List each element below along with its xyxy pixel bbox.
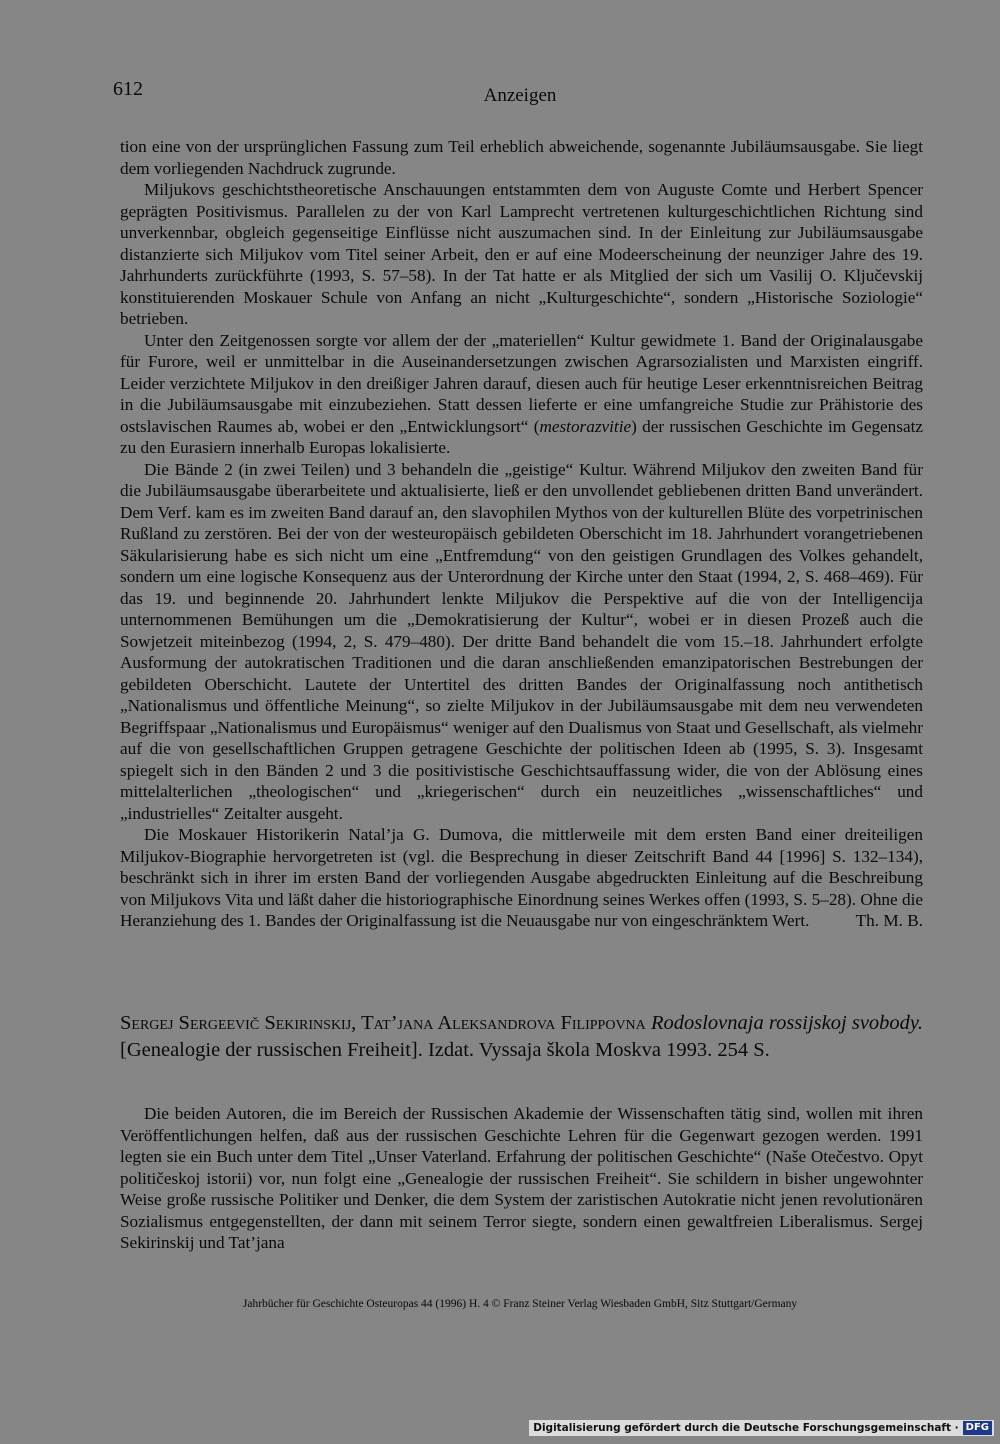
review-paragraph: Die Bände 2 (in zwei Teilen) und 3 behandeln die „geistige“ Kultur. Während Miljukov den zweiten Band für die Jubiläumsausgabe überarbeitete und aktualisierte, ließ er den unvollendet gebliebenen dritten Band unverändert. Dem Verf. kam es im zweiten Band darauf an, den slavophilen Mythos von der kulturellen Blüte des vorpetrinischen Rußland zu zerstören. Bei der von der westeuropäisch gebildeten Oberschicht im 18. Jahrhundert vorangetriebenen Säkularisierung habe es sich nicht um eine „Entfremdung“ von den geistigen Grundlagen des Volkes gehandelt, sondern um eine logische Konsequenz aus der Unterordnung der Kirche unter den Staat (1994, 2, S. 468–469). Für das 19. und beginnende 20. Jahrhundert lenkte Miljukov die Perspektive auf die von der Intelligencija unternommenen Bemühungen um die „Demokratisierung der Kultur“, wobei er in diesen Prozeß auch die Sowjetzeit miteinbezog (1994, 2, S. 479–480). Der dritte Band behandelt die vom 15.–18. Jahrhundert erfolgte Ausformung der autokratischen Traditionen und die daran anschließenden emanzipatorischen Bestrebungen der gebildeten Oberschicht. Lautete der Untertitel des dritten Bandes der Originalfassung noch antithetisch „Nationalismus und öffentliche Meinung“, so zielte Miljukov in der Jubiläumsausgabe mit dem neu verwendeten Begriffspaar „Nationalismus und Europäismus“ weniger auf den Dualismus von Staat und Gesellschaft, als vielmehr auf die von gesellschaftlichen Gruppen getragene Geschichte der politischen Ideen ab (1995, S. 3). Insgesamt spiegelt sich in den Bänden 2 und 3 die positivistische Geschichtsauffassung wider, die von der Ablösung eines mittelalterlichen „theologischen“ und „kriegerischen“ durch ein neuzeitliches „wissenschaftliches“ und „industrielles“ Zeitalter ausgeht. [120,459,923,823]
italic-term: mestorazvitie [539,416,632,436]
review-paragraph: Die beiden Autoren, die im Bereich der Russischen Akademie der Wissenschaften tätig sind, wollen mit ihren Veröffentlichungen helfen, daß aus der russischen Geschichte Lehren für die Gegenwart gezogen werden. 1991 legten sie ein Buch unter dem Titel „Unser Vaterland. Erfahrung der politischen Geschichte“ (Naše Otečestvo. Opyt političeskoj istorii) vor, nun folgt eine „Genealogie der russischen Freiheit“. Sie schildern in bisher ungewohnter Weise große russische Politiker und Denker, die dem System der zaristischen Autokratie nicht jenen revolutionären Sozialismus entgegenstellten, der dann mit seinem Terror siegte, sondern einen gewaltfreien Liberalismus. Sergej Sekirinskij und Tat’jana [120,1104,923,1252]
dfg-banner [529,1420,994,1436]
dfg-banner-text: Digitalisierung gefördert durch die Deutsche Forschungsgemeinschaft · [533,1422,959,1434]
book-authors: Sergej Sergeevič Sekirinskij, Tat’jana Aleksandrova Filippovna [120,1012,646,1034]
text-run: Unter den Zeitgenossen sorgte vor allem der der „materiellen“ Kultur gewidmete 1. Band der Originalausgabe für Furore, weil er unmittelbar in die Auseinandersetzungen zwischen Agrarsozialisten und Marxisten eingriff. Leider verzichtete Miljukov in den dreißiger Jahren darauf, diesen auch für heutige Leser erkenntnisreichen Beitrag in die Jubiläumsausgabe mit einzubeziehen. Statt dessen lieferte er eine umfangreiche Studie zur Prähistorie des ostslavischen Raumes ab, wobei er den „Entwicklungsort“ ( [120,330,923,436]
journal-footer: Jahrbücher für Geschichte Osteuropas 44 (1996) H. 4 © Franz Steiner Verlag Wiesbaden GmbH, Sitz Stuttgart/Germany [242,1298,798,1310]
reviewer-signature: Th. M. B. [855,911,923,930]
running-head: Anzeigen [483,85,557,106]
text-run: Die Moskauer Historikerin Natal’ja G. Dumova, die mittlerweile mit dem ersten Band einer dreiteiligen Miljukov-Biographie hervorgetreten ist (vgl. die Besprechung in dieser Zeitschrift Band 44 [1996] S. 132–134), beschränkt sich in ihrer im ersten Band der vorliegenden Ausgabe abgedruckten Einleitung auf die Beschreibung von Miljukovs Vita und läßt daher die historiographische Einordnung seines Werkes offen (1993, S. 5–28). Ohne die Heranziehung des 1. Bandes der Originalfassung ist die Neuausgabe nur von eingeschränktem Wert. [120,825,923,930]
page-number: 612 [113,78,143,100]
review-paragraph: Miljukovs geschichtstheoretische Anschauungen entstammten dem von Auguste Comte und Herbert Spencer geprägten Positivismus. Parallelen zu der von Karl Lamprecht vertretenen kulturgeschichtlichen Richtung sind unverkennbar, obgleich gegenseitige Einflüsse nicht auszumachen sind. In der Einleitung zur Jubiläumsausgabe distanzierte sich Miljukov vom Titel seiner Arbeit, den er auf eine Modeerscheinung der neunziger Jahre des 19. Jahrhunderts zurückführte (1993, S. 57–58). In der Tat hatte er als Mitglied der sich um Vasilij O. Ključevskij konstituierenden Moskauer Schule von Anfang an nicht „Kulturgeschichte“, sondern „Historische Soziologie“ betrieben. [120,180,923,328]
review-paragraph [120,330,923,459]
dfg-logo: DFG [963,1421,992,1435]
review-paragraph [120,824,923,932]
book-details: [Genealogie der russischen Freiheit]. Izdat. Vyssaja škola Moskva 1993. 254 S. [120,1039,770,1061]
review-miljukov [120,136,923,932]
bibliographic-heading [120,1010,923,1064]
text-run: ) der russischen Geschichte im Gegensatz zu den Eurasiern innerhalb Europas lokalisierte. [120,416,923,457]
book-title: Rodoslovnaja rossijskoj svobody. [650,1012,924,1034]
review-paragraph: tion eine von der ursprünglichen Fassung zum Teil erheblich abweichende, sogenannte Jubiläumsausgabe. Sie liegt dem vorliegenden Nachdruck zugrunde. [120,137,923,178]
review-sekirinskij [120,1103,923,1254]
